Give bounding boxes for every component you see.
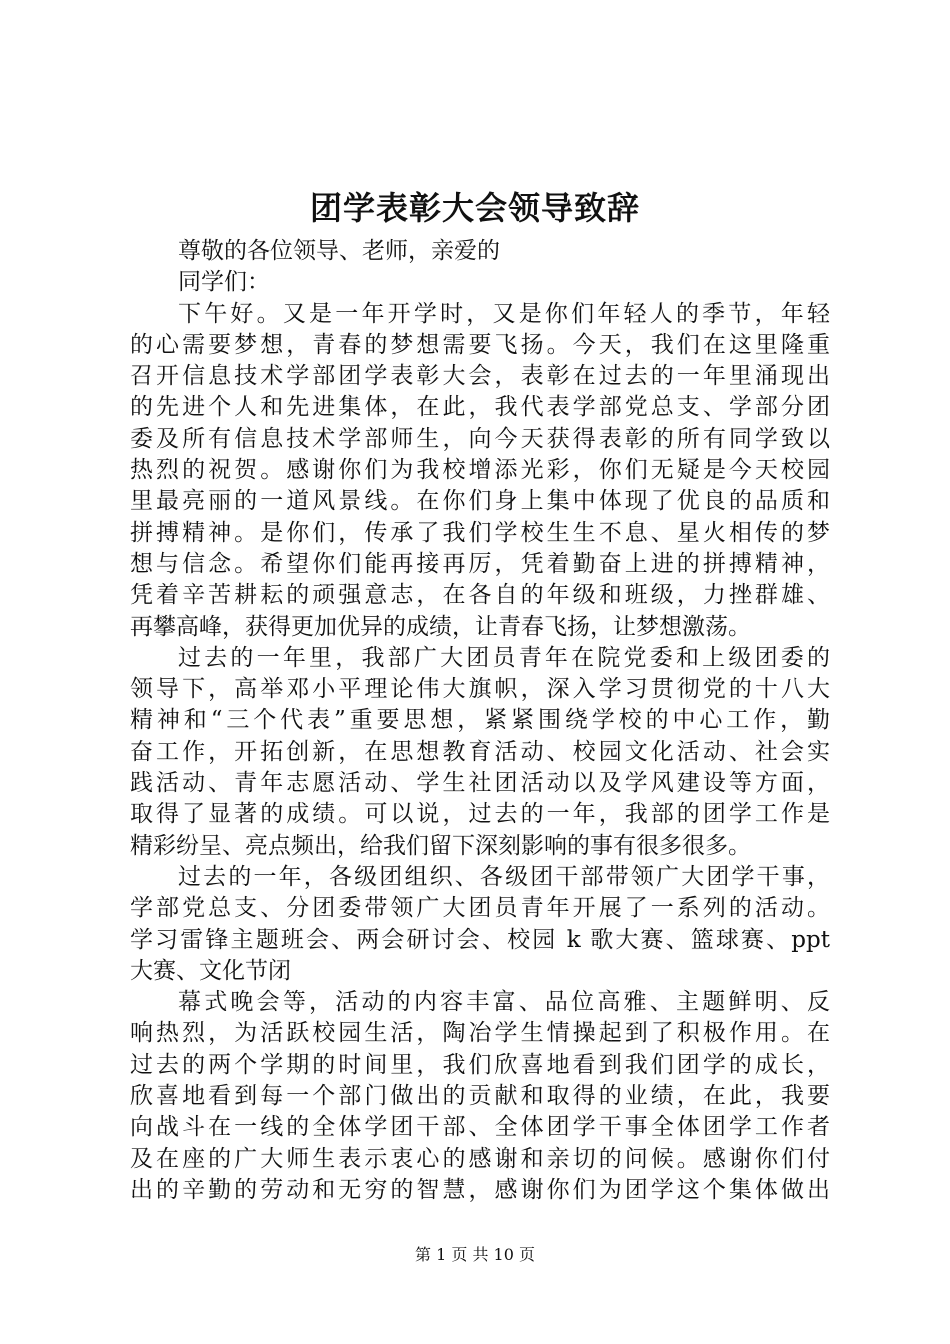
text-line: 里最亮丽的一道风景线。在你们身上集中体现了优良的品质和 bbox=[130, 488, 830, 515]
page-footer: 第 1 页 共 10 页 bbox=[415, 1245, 535, 1264]
text-line: 的先进个人和先进集体，在此，我代表学部党总支、学部分团 bbox=[130, 394, 830, 421]
text-line: 热烈的祝贺。感谢你们为我校增添光彩，你们无疑是今天校园 bbox=[130, 457, 830, 484]
text-line: 拼搏精神。是你们，传承了我们学校生生不息、星火相传的梦 bbox=[130, 519, 830, 546]
text-line: 召开信息技术学部团学表彰大会，表彰在过去的一年里涌现出 bbox=[130, 363, 830, 390]
text-line: 奋工作，开拓创新，在思想教育活动、校园文化活动、社会实 bbox=[130, 738, 830, 765]
text-line: 想与信念。希望你们能再接再厉，凭着勤奋上进的拼搏精神， bbox=[130, 550, 830, 577]
text-line: 下午好。又是一年开学时，又是你们年轻人的季节，年轻 bbox=[178, 300, 830, 327]
text-line: 过去的一年，各级团组织、各级团干部带领广大团学干事， bbox=[178, 863, 830, 890]
text-line: 幕式晚会等，活动的内容丰富、品位高雅、主题鲜明、反 bbox=[178, 989, 830, 1016]
text-line: 出的辛勤的劳动和无穷的智慧，感谢你们为团学这个集体做出 bbox=[130, 1176, 830, 1203]
text-line: 精神和“三个代表”重要思想，紧紧围绕学校的中心工作，勤 bbox=[130, 707, 830, 734]
text-line: 大赛、文化节闭 bbox=[130, 957, 291, 984]
text-line: 再攀高峰，获得更加优异的成绩，让青春飞扬，让梦想激荡。 bbox=[130, 613, 751, 640]
text-line: 凭着辛苦耕耘的顽强意志，在各自的年级和班级，力挫群雄、 bbox=[130, 582, 830, 609]
text-line: 过去的两个学期的时间里，我们欣喜地看到我们团学的成长， bbox=[130, 1051, 830, 1078]
text-line: 响热烈，为活跃校园生活，陶冶学生情操起到了积极作用。在 bbox=[130, 1020, 830, 1047]
text-line: 践活动、青年志愿活动、学生社团活动以及学风建设等方面， bbox=[130, 770, 830, 797]
document-body bbox=[130, 236, 830, 1206]
text-line: 领导下，高举邓小平理论伟大旗帜，深入学习贯彻党的十八大 bbox=[130, 676, 830, 703]
text-line: 学习雷锋主题班会、两会研讨会、校园 k 歌大赛、篮球赛、ppt bbox=[130, 926, 830, 953]
text-line: 同学们： bbox=[178, 269, 270, 296]
text-line: 精彩纷呈、亮点频出，给我们留下深刻影响的事有很多很多。 bbox=[130, 832, 751, 859]
document-title: 团学表彰大会领导致辞 bbox=[309, 189, 640, 227]
text-line: 及在座的广大师生表示衷心的感谢和亲切的问候。感谢你们付 bbox=[130, 1145, 830, 1172]
text-line: 委及所有信息技术学部师生，向今天获得表彰的所有同学致以 bbox=[130, 425, 830, 452]
text-line: 尊敬的各位领导、老师，亲爱的 bbox=[178, 238, 500, 264]
text-line: 向战斗在一线的全体学团干部、全体团学干事全体团学工作者 bbox=[130, 1114, 830, 1141]
text-line: 学部党总支、分团委带领广大团员青年开展了一系列的活动。 bbox=[130, 895, 830, 922]
text-line: 欣喜地看到每一个部门做出的贡献和取得的业绩，在此，我要 bbox=[130, 1083, 830, 1110]
text-line: 过去的一年里，我部广大团员青年在院党委和上级团委的 bbox=[178, 644, 830, 671]
text-line: 的心需要梦想，青春的梦想需要飞扬。今天，我们在这里隆重 bbox=[130, 331, 830, 358]
text-line: 取得了显著的成绩。可以说，过去的一年，我部的团学工作是 bbox=[130, 801, 830, 828]
